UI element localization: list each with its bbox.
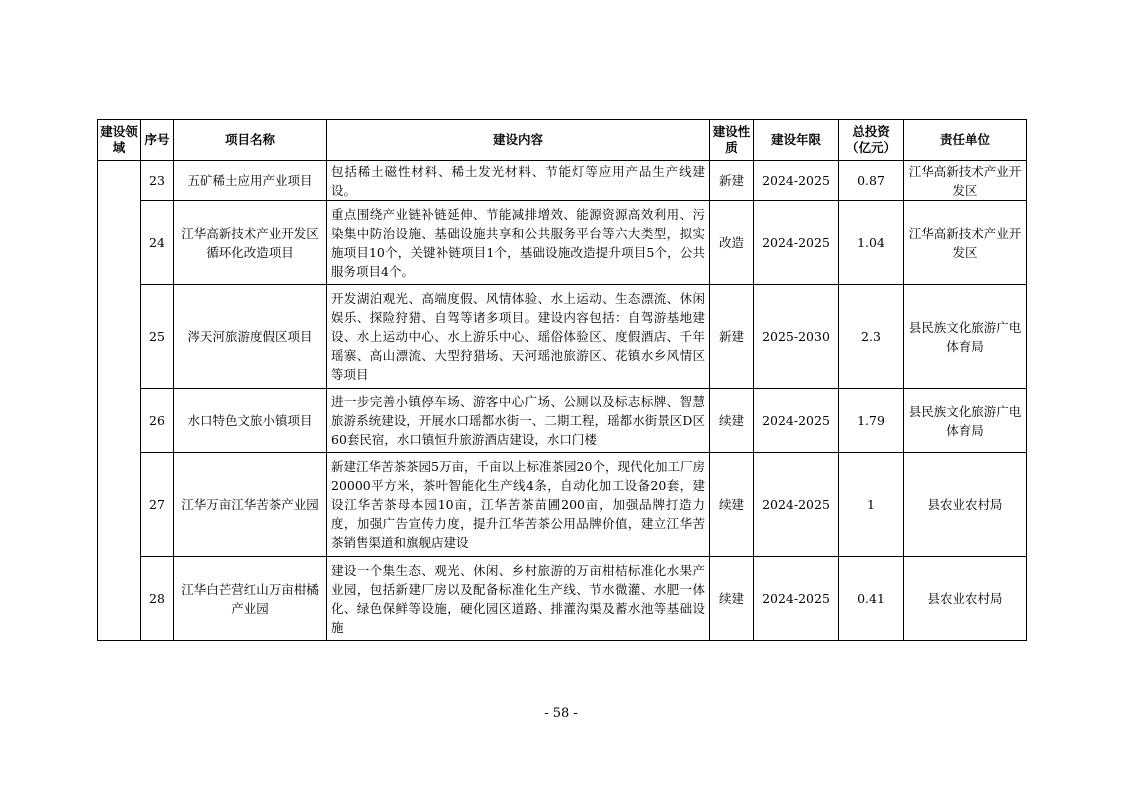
name-cell: 江华白芒营红山万亩柑橘产业园 bbox=[174, 557, 327, 641]
period-cell: 2024-2025 bbox=[754, 453, 839, 557]
content-cell: 进一步完善小镇停车场、游客中心广场、公厕以及标志标牌、智慧旅游系统建设，开展水口瑶都水街一、二期工程，瑶都水街景区D区60套民宿，水口镇恒升旅游酒店建设，水口门楼 bbox=[327, 389, 710, 453]
header-unit: 责任单位 bbox=[904, 120, 1027, 161]
name-cell: 水口特色文旅小镇项目 bbox=[174, 389, 327, 453]
seq-cell: 24 bbox=[141, 201, 174, 285]
nature-cell: 新建 bbox=[710, 285, 754, 389]
name-cell: 五矿稀土应用产业项目 bbox=[174, 161, 327, 201]
period-cell: 2024-2025 bbox=[754, 161, 839, 201]
nature-cell: 新建 bbox=[710, 161, 754, 201]
period-cell: 2024-2025 bbox=[754, 557, 839, 641]
seq-cell: 28 bbox=[141, 557, 174, 641]
investment-cell: 0.41 bbox=[839, 557, 904, 641]
header-row bbox=[98, 120, 1027, 161]
content-cell: 开发湖泊观光、高端度假、风情体验、水上运动、生态漂流、休闲娱乐、探险狩猎、自驾等诸多项目。建设内容包括：自驾游基地建设、水上运动中心、水上游乐中心、瑶俗体验区、度假酒店、千年瑶寨、高山漂流、大型狩猎场、天河瑶池旅游区、花镇水乡风情区等项目 bbox=[327, 285, 710, 389]
unit-cell: 县民族文化旅游广电体育局 bbox=[904, 389, 1027, 453]
name-cell: 江华万亩江华苦茶产业园 bbox=[174, 453, 327, 557]
content-cell: 建设一个集生态、观光、休闲、乡村旅游的万亩柑桔标准化水果产业园，包括新建厂房以及配备标准化生产线、节水微灌、水肥一体化、绿色保鲜等设施，硬化园区道路、排灌沟渠及蓄水池等基础设施 bbox=[327, 557, 710, 641]
investment-cell: 1.79 bbox=[839, 389, 904, 453]
area-cell bbox=[98, 161, 141, 641]
table-row bbox=[98, 161, 1027, 201]
page-number: - 58 - bbox=[544, 706, 578, 721]
unit-cell: 县农业农村局 bbox=[904, 453, 1027, 557]
header-content: 建设内容 bbox=[327, 120, 710, 161]
nature-cell: 续建 bbox=[710, 389, 754, 453]
table-body bbox=[98, 161, 1027, 641]
header-seq: 序号 bbox=[141, 120, 174, 161]
seq-cell: 26 bbox=[141, 389, 174, 453]
nature-cell: 续建 bbox=[710, 453, 754, 557]
content-cell: 新建江华苦茶茶园5万亩，千亩以上标准茶园20个，现代化加工厂房20000平方米，茶叶智能化生产线4条，自动化加工设备20套，建设江华苦茶母本园10亩，江华苦茶苗圃200亩，加强品牌打造力度，加强广告宣传力度，提升江华苦茶公用品牌价值，建立江华苦茶销售渠道和旗舰店建设 bbox=[327, 453, 710, 557]
nature-cell: 改造 bbox=[710, 201, 754, 285]
investment-cell: 1.04 bbox=[839, 201, 904, 285]
table-row bbox=[98, 453, 1027, 557]
table-row bbox=[98, 557, 1027, 641]
table-row bbox=[98, 201, 1027, 285]
header-name: 项目名称 bbox=[174, 120, 327, 161]
unit-cell: 江华高新技术产业开发区 bbox=[904, 161, 1027, 201]
period-cell: 2025-2030 bbox=[754, 285, 839, 389]
nature-cell: 续建 bbox=[710, 557, 754, 641]
period-cell: 2024-2025 bbox=[754, 201, 839, 285]
header-nature: 建设性质 bbox=[710, 120, 754, 161]
period-cell: 2024-2025 bbox=[754, 389, 839, 453]
content-cell: 包括稀土磁性材料、稀土发光材料、节能灯等应用产品生产线建设。 bbox=[327, 161, 710, 201]
content-cell: 重点围绕产业链补链延伸、节能减排增效、能源资源高效利用、污染集中防治设施、基础设施共享和公共服务平台等六大类型，拟实施项目10个，关键补链项目1个，基础设施改造提升项目5个，公共服务项目4个。 bbox=[327, 201, 710, 285]
name-cell: 江华高新技术产业开发区循环化改造项目 bbox=[174, 201, 327, 285]
investment-cell: 1 bbox=[839, 453, 904, 557]
header-investment: 总投资（亿元） bbox=[839, 120, 904, 161]
investment-cell: 0.87 bbox=[839, 161, 904, 201]
table-header bbox=[98, 120, 1027, 161]
unit-cell: 县民族文化旅游广电体育局 bbox=[904, 285, 1027, 389]
name-cell: 涔天河旅游度假区项目 bbox=[174, 285, 327, 389]
unit-cell: 县农业农村局 bbox=[904, 557, 1027, 641]
header-area: 建设领域 bbox=[98, 120, 141, 161]
table-row bbox=[98, 389, 1027, 453]
investment-cell: 2.3 bbox=[839, 285, 904, 389]
seq-cell: 23 bbox=[141, 161, 174, 201]
seq-cell: 25 bbox=[141, 285, 174, 389]
seq-cell: 27 bbox=[141, 453, 174, 557]
unit-cell: 江华高新技术产业开发区 bbox=[904, 201, 1027, 285]
project-table bbox=[97, 119, 1027, 641]
table-row bbox=[98, 285, 1027, 389]
header-period: 建设年限 bbox=[754, 120, 839, 161]
